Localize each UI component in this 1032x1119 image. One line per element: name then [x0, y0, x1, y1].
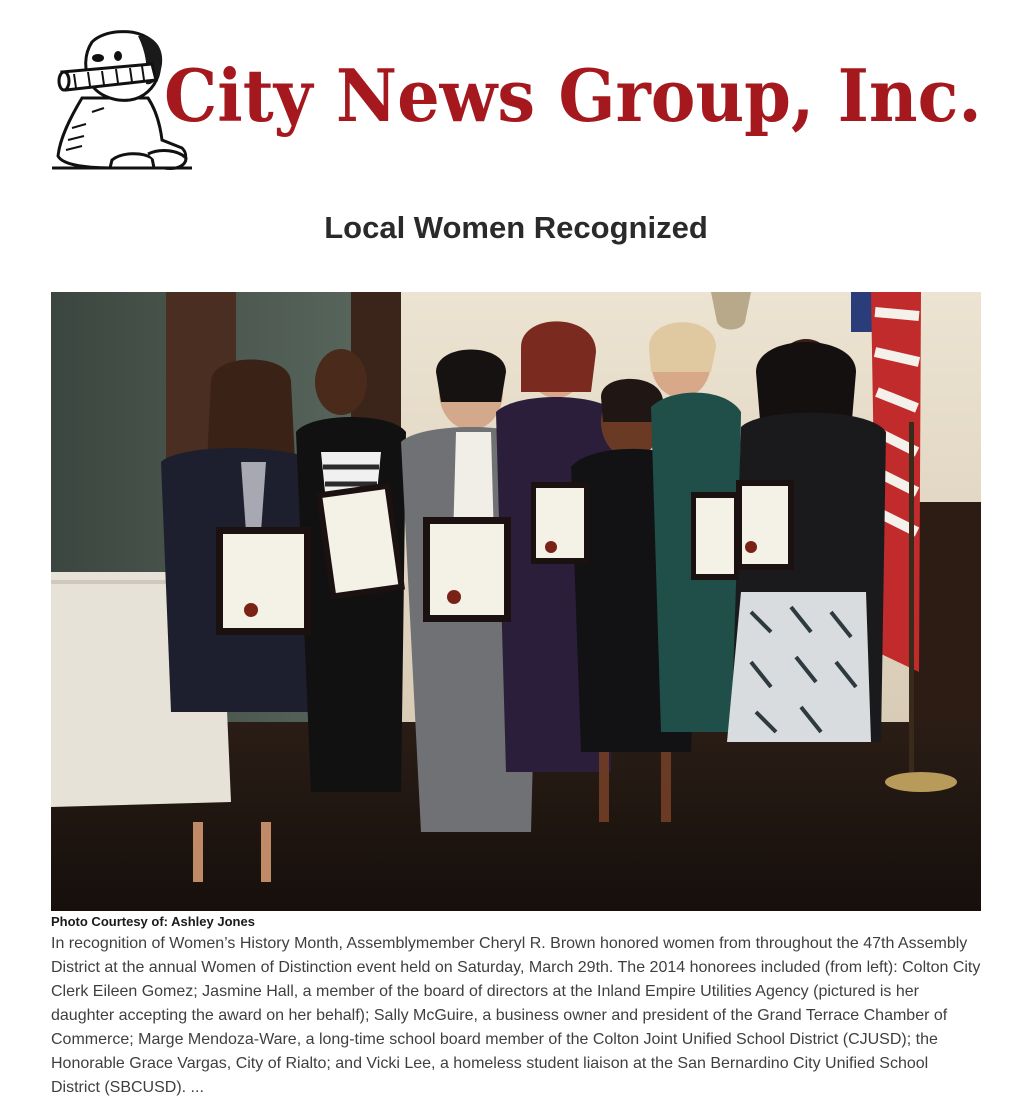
article-body: In recognition of Women’s History Month, Assemblymember Cheryl R. Brown honored women from throughout the 47th Assembly District at the annual Women of Distinction event held on Saturday, March 29th. The 2014 honorees included (from left): Colton City Clerk Eileen Gomez; Jasmine Hall, a member of the board of directors at the Inland Empire Utilities Agency (pictured is her daughter accepting the award on her behalf); Sally McGuire, a business owner and president of the Grand Terrace Chamber of Commerce; Marge Mendoza-Ware, a long-time school board member of the Colton Joint Unified School District (CJUSD); the Honorable Grace Vargas, City of Rialto; and Vicki Lee, a homeless student liaison at the San Bernardino City Unified School District (SBCUSD). ... — [51, 935, 981, 1096]
article-title: Local Women Recognized — [324, 210, 708, 245]
brand-name[interactable]: City News Group, Inc. — [164, 53, 982, 138]
article-photo — [51, 292, 981, 911]
masthead — [52, 28, 982, 174]
photo-credit: Photo Courtesy of: Ashley Jones — [51, 914, 255, 929]
